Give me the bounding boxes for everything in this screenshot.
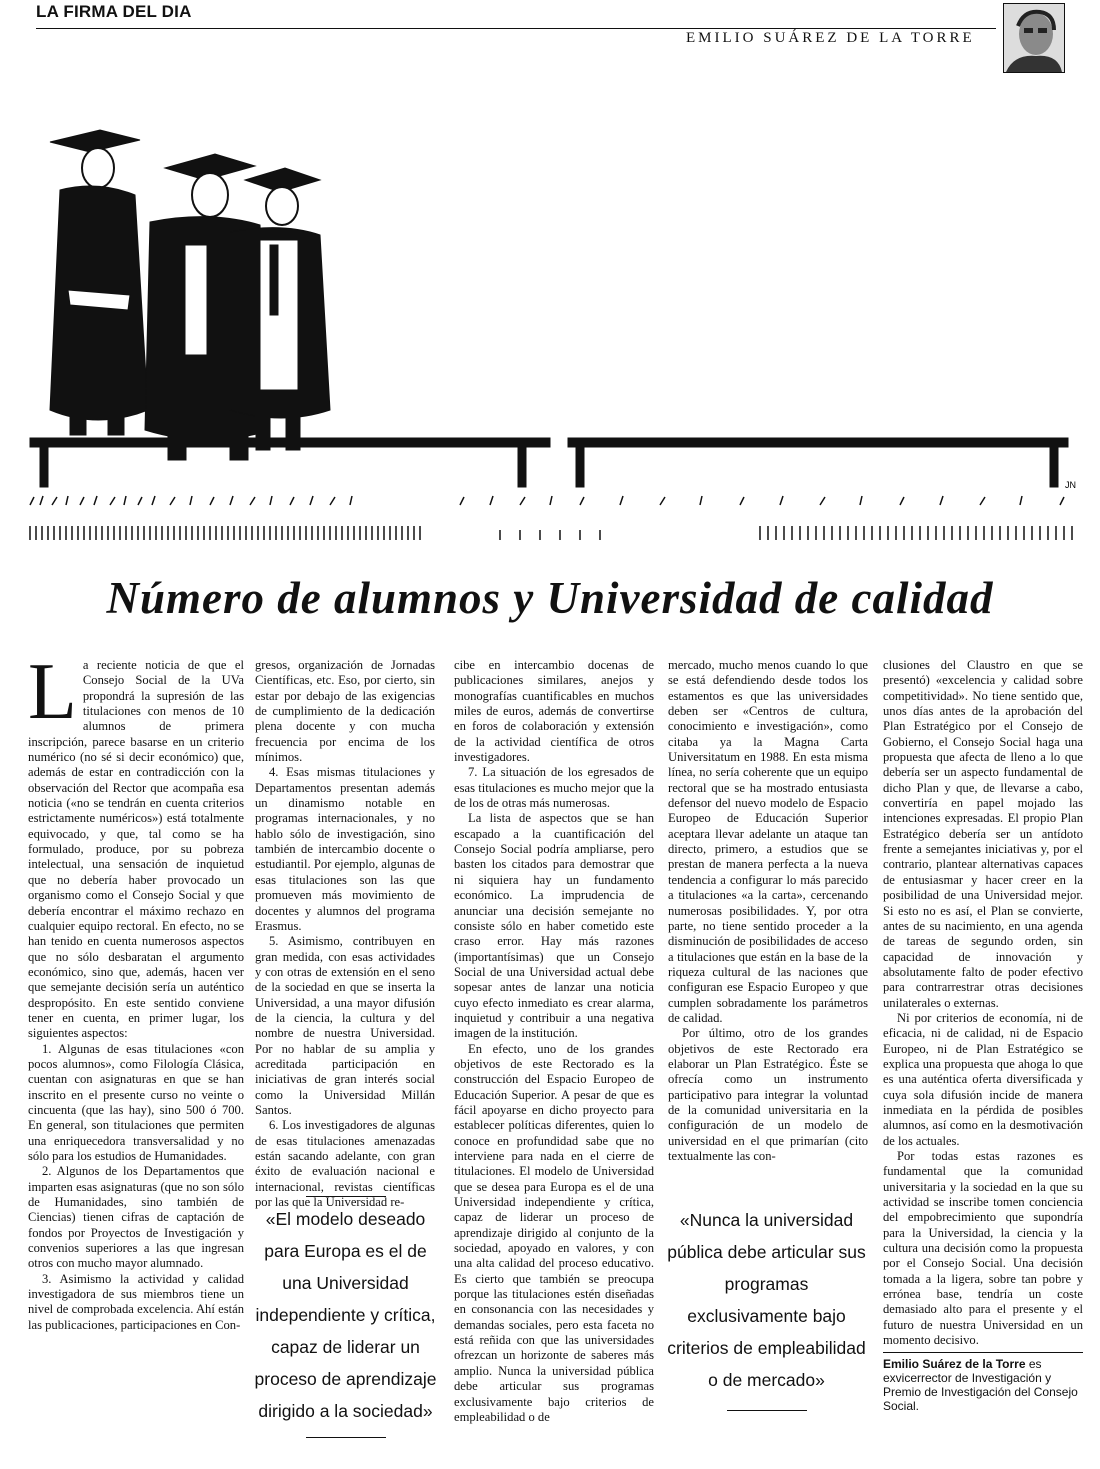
author-portrait	[1003, 3, 1065, 73]
bio-text: es exvicerrector de Investigación y Premio de Investigación del Consejo Social.	[883, 1357, 1078, 1414]
bench-left	[30, 438, 550, 487]
section-label: LA FIRMA DEL DIA	[36, 2, 192, 21]
paragraph: En efecto, uno de los grandes objetivos de este Rectorado es la construcción del Espacio Europeo de Educación Superior. A pesar de que es fácil apoyarse en dicho proyecto para establecer políticas diferentes, quien lo conoce en profundidad sabe que no interviene para nada en el cierre de titulaciones. El modelo de Universidad que se desea para Europa es el de una Universidad independiente y crítica, capaz de liderar un proceso de aprendizaje dirigido al conjunto de la sociedad, apoyado en valores, y con una alta calidad del proceso educativo. Es cierto que también se preocupa porque las titulaciones estén diseñadas en consonancia con las necesidades y demandas sociales, pero esta faceta no está reñida con que las universidades ofrezcan un horizonte de saberes más amplio. Nunca la universidad pública debe articular sus programas exclusivamente bajo criterios de empleabilidad o de	[454, 1041, 654, 1424]
paragraph: clusiones del Claustro en que se presentó) «excelencia y calidad sobre competitividad». No tiene sentido que, unos días antes de la aprobación del Plan Estratégico por el Consejo de Gobierno, el Consejo Social haga una propuesta que afecta de lleno a lo que debería ser un aspecto fundamental de dicho Plan y que, de llevarse a cabo, convertiría en papel mojado las intenciones expresadas. El propio Plan Estratégico debería ser un antídoto frente a semejantes iniciativas y, por el contrario, plantear alternativas capaces de entusiasmar y hacer creer en la posibilidad de una Universidad mejor. Si esto no es así, el Plan se convierte, antes de su nacimiento, en una agenda de tareas de segundo orden, sin capacidad de innovación y absolutamente falto de poder efectivo para contrarrestrar otras decisiones unilaterales o externas.	[883, 658, 1083, 1010]
pull-quote-text: «El modelo deseado para Europa es el de una Universidad independiente y crítica, capaz de liderar un proceso de aprendizaje dirigido a la sociedad»	[254, 1209, 437, 1421]
graduate-figure-left	[50, 130, 148, 435]
pull-quote-1	[248, 1196, 443, 1438]
article-column-5	[883, 658, 1083, 1413]
paragraph: Por todas estas razones es fundamental que la comunidad universitaria y la sociedad en la que su actividad se inscribe tomen conciencia del empobrecimiento que supondría para la Universidad, la ciencia y la cultura una decisión como la propuesta por el Consejo Social. Una decisión tomada a la ligera, sobre tan pobre y errónea base, tendría un coste demasiado alto para el presente y el futuro de nuestra Universidad en un momento decisivo.	[883, 1149, 1083, 1348]
bench-right	[568, 438, 1068, 487]
headline: Número de alumnos y Universidad de calidad	[106, 573, 994, 623]
author-bio	[883, 1352, 1083, 1413]
paragraph: 7. La situación de los egresados de esas titulaciones es mucho mejor que la de los de otras más numerosas.	[454, 765, 654, 811]
paragraph: 5. Asimismo, contribuyen en gran medida, con esas actividades y con otras de extensión en el seno de la sociedad en que se inserta la Universidad, a una mayor difusión de la ciencia, la cultura y del nombre de nuestra Universidad. Por no hablar de su amplia y acreditada participación en iniciativas de gran interés social como la Universidad Millán Santos.	[255, 934, 435, 1117]
paragraph: 3. Asimismo la actividad y calidad investigadora de sus miembros tiene un nivel de comprobada excelencia. Ahí están las publicaciones, participaciones en Con-	[28, 1271, 244, 1332]
illustration-signature: JN	[1065, 480, 1076, 490]
paragraph: a reciente noticia de que el Consejo Social de la UVa propondrá la supresión de las titulaciones con menos de 10 alumnos de primera inscripción, parece basarse en un criterio numérico (no sé si decir económico) que, además de estar en contradicción con la observación del Rector que acompaña esa noticia («no se tendrán en cuenta criterios estrictamente numéricos») está totalmente equivocado, y que, tal como se ha formulado, produce, por su pobreza intelectual, una sensación de inquietud que no debería haber provocado un organismo como el Consejo Social y que debería encontrar el máximo rechazo en cualquier equipo rectoral. En efecto, no se han tenido en cuenta numerosos aspectos que no sólo desbaratan el argumento económico, sino que, además, hacen ver que semejante decisión sería un auténtico despropósito. En este sentido conviene tener en cuenta, en primer lugar, los siguientes aspectos:	[28, 658, 244, 1041]
graduates-illustration	[20, 110, 1090, 570]
paragraph: Ni por criterios de economía, ni de eficacia, ni de calidad, ni de Espacio Europeo, ni de Plan Estratégico se explica una propuesta que ahoga lo que es una auténtica oferta diversificada y cuya sola difusión incide de manera inmediata en la pérdida de posibles alumnos, así como en la desmotivación de los actuales.	[883, 1010, 1083, 1148]
paragraph: cibe en intercambio docenas de publicaciones similares, anejos y monografías cuantificables en muchos miles de euros, además de convertirse en foros de colaboración y extensión de la actividad científica de otros investigadores.	[454, 658, 654, 765]
article-column-3	[454, 658, 654, 1425]
byline: EMILIO SUÁREZ DE LA TORRE	[686, 30, 975, 46]
header-rule	[36, 28, 996, 29]
paragraph: gresos, organización de Jornadas Científicas, etc. Eso, por cierto, sin estar por debajo de las exigencias de cumplimiento de la dedicación plena docente y con mucha frecuencia por encima de los mínimos.	[255, 658, 435, 765]
article-column-2	[255, 658, 435, 1210]
paragraph: La lista de aspectos que se han escapado a la cuantificación del Consejo Social podría ampliarse, pero basten los citados para demostrar que ni siquiera hay un fundamento económico. La imprudencia de anunciar una decisión semejante no consiste sólo en haber cometido este craso error. Hay más razones (importantísimas) que un Consejo Social de una Universidad actual debe sopesar antes de lanzar una noticia cuyo efecto inmediato es crear alarma, inquietud y contribuir a una negativa imagen de la institución.	[454, 811, 654, 1041]
pull-quote-2	[664, 1204, 869, 1411]
quote-rule	[306, 1196, 386, 1197]
paragraph: mercado, mucho menos cuando lo que se está defendiendo desde todos los estamentos es que las universidades deben ser «Centros de cultura, conocimiento e investigación», como citaba ya la Magna Carta Universitatum en 1988. En esta misma línea, no sería coherente que un equipo rectoral que se ha mostrado entusiasta defensor del nuevo modelo de Espacio Europeo de Educación Superior aceptara llevar adelante un ataque tan directo, primero, a estudios que se prestan de manera perfecta a la nueva tendencia a configurar lo más parecido a titulaciones «a la carta», cercenando numerosas posibilidades. Y, por otra parte, no tiene sentido proceder a la disminución de posibilidades de acceso a titulaciones que están en la base de la riqueza cultural de las naciones que configuran ese Espacio Europeo y que cumplen sobradamente los parámetros de calidad.	[668, 658, 868, 1025]
graduate-figure-right	[230, 168, 330, 450]
paragraph: 2. Algunos de los Departamentos que imparten esas asignaturas (que no son sólo de Humanidades, sino también de Ciencias) tienen cifras de captación de fondos por Proyectos de Investigación y convenios superiores a las que ingresan otros con mucho mayor alumnado.	[28, 1164, 244, 1271]
quote-rule	[727, 1410, 807, 1411]
paragraph: 6. Los investigadores de algunas de esas titulaciones amenazadas están sacando adelante, con gran éxito de evaluación nacional e internacional, revistas científicas por las que la Universidad re-	[255, 1118, 435, 1210]
grass	[30, 496, 1072, 540]
article-column-4	[668, 658, 868, 1164]
quote-rule	[306, 1437, 386, 1438]
drop-cap: L	[28, 648, 77, 736]
paragraph: 1. Algunas de esas titulaciones «con pocos alumnos», como Filología Clásica, cuentan con asignaturas en que se han inscrito en el presente curso no veinte o cincuenta (que las hay), sino 500 ó 700. En general, son titulaciones que permiten una enriquecedora transversalidad y no sólo para los estudios de Humanidades.	[28, 1041, 244, 1163]
paragraph: 4. Esas mismas titulaciones y Departamentos presentan además un dinamismo notable en programas internacionales, y no hablo sólo de investigación, sino también de intercambio docente o estudiantil. Por ejemplo, algunas de esas titulaciones son las que promueven más movimiento de docentes y alumnos del programa Erasmus.	[255, 765, 435, 933]
article-column-1	[28, 648, 244, 1458]
pull-quote-text: «Nunca la universidad pública debe articular sus programas exclusivamente bajo criterios de empleabilidad o de mercado»	[667, 1210, 866, 1390]
bio-name: Emilio Suárez de la Torre	[883, 1357, 1026, 1372]
paragraph: Por último, otro de los grandes objetivos de este Rectorado era elaborar un Plan Estratégico. Éste se ofrecía como un instrumento participativo para integrar la voluntad de la comunidad universitaria en la configuración de un modelo de universidad en el que primarían (cito textualmente las con-	[668, 1026, 868, 1163]
